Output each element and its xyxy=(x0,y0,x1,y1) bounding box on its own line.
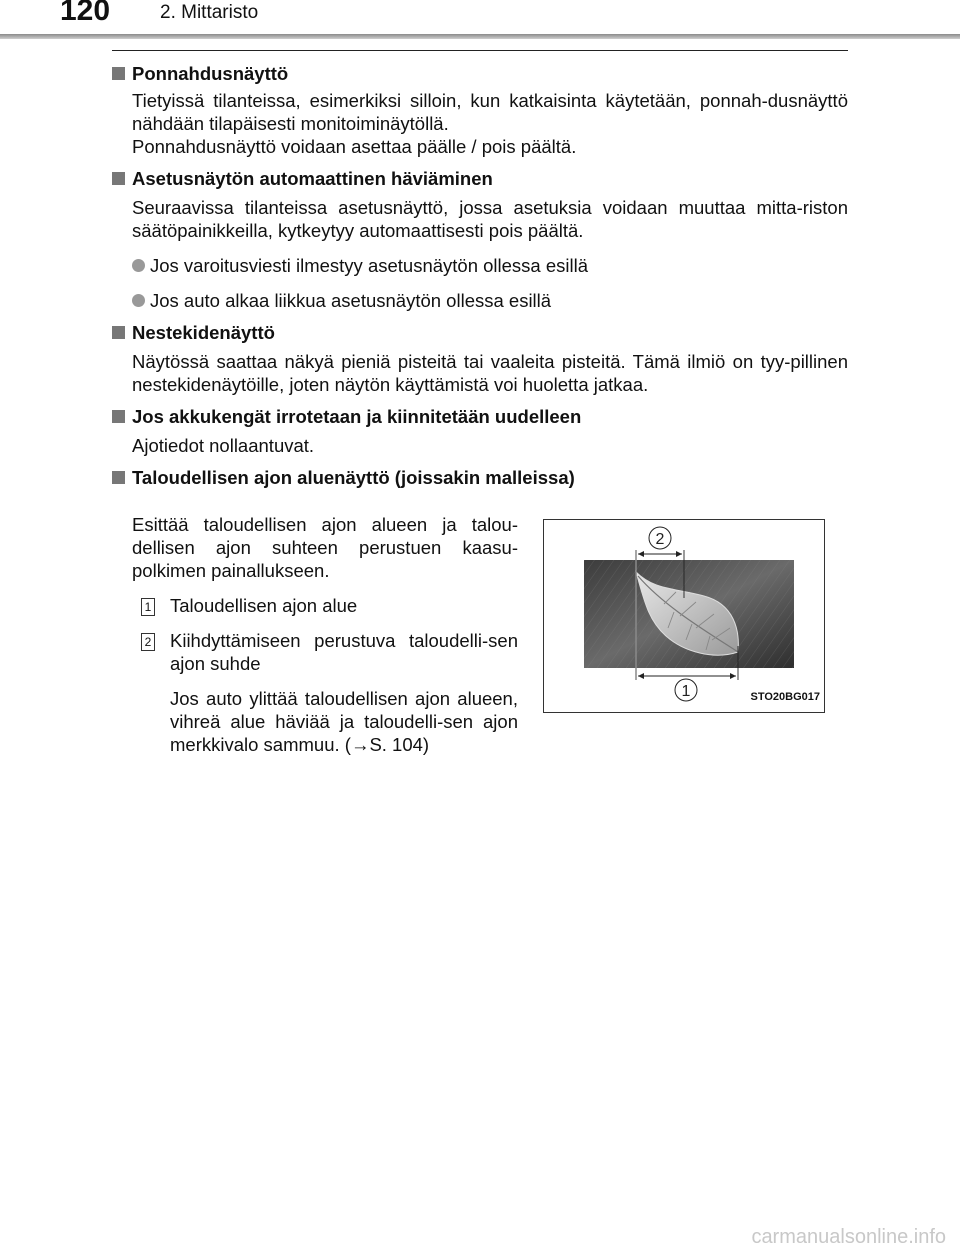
page-reference: (→S. 104) xyxy=(344,734,430,755)
section-heading: Taloudellisen ajon aluenäyttö (joissakin malleissa) xyxy=(112,466,848,489)
paragraph: Tietyissä tilanteissa, esimerkiksi silloin, kun katkaisinta käytetään, ponnah-dusnäyttö nähdään tilapäisesti monitoiminäytöllä. xyxy=(132,90,848,134)
list-item: 2 Kiihdyttämiseen perustuva taloudelli-sen ajon suhde xyxy=(132,629,518,675)
list-item: Jos varoitusviesti ilmestyy asetusnäytön ollessa esillä xyxy=(132,254,848,277)
content-rule xyxy=(112,50,848,51)
paragraph: Seuraavissa tilanteissa asetusnäyttö, jossa asetuksia voidaan muuttaa mitta-riston säätöpainikkeilla, kytkeytyy automaattisesti pois päältä. xyxy=(132,197,848,241)
paragraph: Esittää taloudellisen ajon alueen ja talou-dellisen ajon suhteen perustuen kaasu-polkimen painallukseen. xyxy=(132,514,518,581)
figure-code: STO20BG017 xyxy=(750,691,820,703)
eco-zone-illustration xyxy=(544,520,824,712)
square-bullet-icon xyxy=(112,326,125,339)
eco-zone-figure xyxy=(543,519,825,713)
paragraph: Ajotiedot nollaantuvat. xyxy=(132,435,315,456)
section-popup-display xyxy=(112,62,848,158)
page-number: 120 xyxy=(60,0,111,27)
circle-bullet-icon xyxy=(132,294,145,307)
list-item: Jos auto alkaa liikkua asetusnäytön ollessa esillä xyxy=(132,289,848,312)
section-eco-zone xyxy=(112,466,848,803)
square-bullet-icon xyxy=(112,471,125,484)
circle-bullet-icon xyxy=(132,259,145,272)
square-bullet-icon xyxy=(112,67,125,80)
section-heading: Nestekidenäyttö xyxy=(112,321,848,344)
header-rule xyxy=(0,34,960,39)
paragraph: Ponnahdusnäyttö voidaan asettaa päälle / pois päältä. xyxy=(132,136,577,157)
section-auto-dismiss xyxy=(112,167,848,312)
chapter-title: 2. Mittaristo xyxy=(160,2,259,23)
list-item: 1 Taloudellisen ajon alue xyxy=(132,594,518,617)
section-lcd xyxy=(112,321,848,396)
watermark: carmanualsonline.info xyxy=(751,1226,946,1248)
note-paragraph: Jos auto ylittää taloudellisen ajon alueen, vihreä alue häviää ja taloudelli-sen ajon merkkivalo sammuu. (→S. 104) xyxy=(170,688,518,755)
section-heading: Asetusnäytön automaattinen häviäminen xyxy=(112,167,848,190)
callout-number: 1 xyxy=(141,598,155,616)
callout-1: 1 xyxy=(681,683,691,700)
square-bullet-icon xyxy=(112,410,125,423)
section-battery xyxy=(112,405,848,457)
callout-number: 2 xyxy=(141,633,155,651)
paragraph: Näytössä saattaa näkyä pieniä pisteitä tai vaaleita pisteitä. Tämä ilmiö on tyy-pillinen nestekidenäytöille, joten näytön käyttämistä voi huoletta jatkaa. xyxy=(132,351,848,395)
section-heading: Ponnahdusnäyttö xyxy=(112,62,848,85)
section-heading: Jos akkukengät irrotetaan ja kiinnitetään uudelleen xyxy=(112,405,848,428)
content xyxy=(112,62,848,812)
callout-2: 2 xyxy=(655,531,665,548)
square-bullet-icon xyxy=(112,172,125,185)
